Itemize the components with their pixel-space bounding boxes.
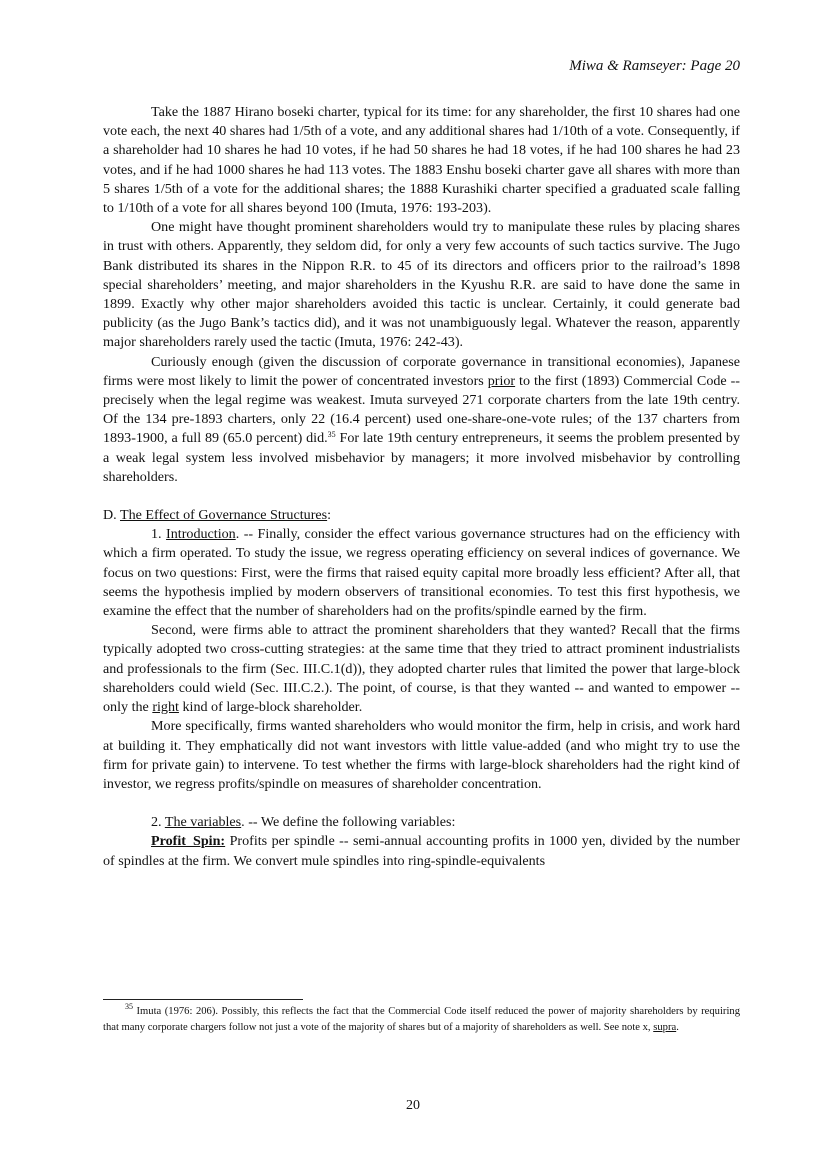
paragraph-trust-tactics: One might have thought prominent shareholders would try to manipulate these rules by placing shares in trust with others. Apparently, they seldom did, for only a very few accounts of such tactics survive. The Jugo Bank distributed its shares in the Nippon R.R. to 45 of its directors and officers prior to the railroad’s 1898 special shareholders’ meeting, and major shareholders in the Kyushu R.R. are said to have done the same in 1899. Exactly why other major shareholders avoided this tactic is unclear. Certainly, it could generate bad publicity (as the Jugo Bank’s tactics did), and it was not unambiguously legal. Whatever the reason, apparently major shareholders rarely used the tactic (Imuta, 1976: 242-43).	[103, 219, 740, 351]
paragraph-hirano-charter: Take the 1887 Hirano boseki charter, typical for its time: for any shareholder, the first 10 shares had one vote each, the next 40 shares had 1/5th of a vote, and any additional shares had 1/10th of a vote. Consequently, if a shareholder had 10 shares he had 10 votes, if he had 50 shares he had 18 votes, if he had 100 shares he had 23 votes, and if he had 1000 shares he had 113 votes. The 1883 Enshu boseki charter gave all shares with more than 5 shares 1/5th of a vote for the additional shares; the 1888 Kurashiki charter specified a graduated scale falling to 1/10th of a vote for all shares beyond 100 (Imuta, 1976: 193-203).	[103, 104, 740, 217]
section-heading-d	[103, 506, 740, 525]
running-head: Miwa & Ramseyer: Page 20	[569, 58, 740, 74]
variable-term-profit-spin: Profit_Spin:	[151, 833, 226, 850]
text-segment: For late 19th century entrepreneurs, it seems the problem presented by a weak legal system less involved misbehavior by managers; it more involved misbehavior by controlling shareholders.	[103, 430, 740, 485]
emphasis-right: right	[152, 699, 179, 716]
emphasis-supra: supra	[653, 1021, 677, 1033]
text-segment: Curiously enough (given the discussion of corporate governance in transitional economies), Japanese firms were most likely to limit the power of concentrated investors	[103, 353, 740, 389]
paragraph-profit-spin	[103, 832, 740, 870]
text-segment: to the first (1893) Commercial Code -- precisely when the legal regime was weakest. Imuta surveyed 271 corporate charters from the late 19th centry. Of the 134 pre-1893 charters, only 22 (16.4 percent) used one-share-one-vote rules; of the 137 charters from 1893-1900, a full 89 (65.0 percent) did.	[103, 372, 740, 447]
footnote-divider	[103, 999, 303, 1000]
paragraph-variables	[103, 813, 740, 832]
section-letter: D.	[103, 507, 120, 524]
text-segment: . -- Finally, consider the effect various governance structures had on the efficiency with which a firm operated. To study the issue, we regress operating efficiency on several indices of governance. We focus on two questions: First, were the firms that raised equity capital more broadly less efficient? After all, that seems the hypothesis implied by modern observers of transitional economies. To test this first hypothesis, we examine the effect that the number of shareholders had on the profits/spindle earned by the firm.	[103, 526, 740, 620]
paragraph-monitoring: More specifically, firms wanted shareholders who would monitor the firm, help in crisis, and work hard at building it. They emphatically did not want investors with little value-added (and who might try to use the firm for private gain) to intervene. To test whether the firms with large-block shareholders had the right kind of investor, we regress profits/spindle on measures of shareholder concentration.	[103, 718, 740, 792]
subsection-title-introduction: Introduction	[166, 526, 236, 543]
text-segment: Profits per spindle -- semi-annual accounting profits in 1000 yen, divided by the number of spindles at the firm. We convert mule spindles into ring-spindle-equivalents	[103, 833, 740, 869]
subsection-number: 2.	[151, 814, 165, 831]
emphasis-prior: prior	[487, 372, 516, 389]
paragraph-prominent-shareholders	[103, 621, 740, 717]
footnote-marker: 35	[125, 1002, 133, 1011]
footnote-35	[103, 1004, 740, 1035]
section-title: The Effect of Governance Structures	[119, 507, 328, 524]
paragraph-commercial-code	[103, 353, 740, 487]
text-segment: . -- We define the following variables:	[241, 814, 456, 831]
page-number: 20	[406, 1098, 420, 1113]
footnote-text: Imuta (1976: 206). Possibly, this reflects the fact that the Commercial Code itself reduced the power of majority shareholders by requiring that many corporate chargers follow not just a vote of the majority of shares but of a majority of shareholders as well. See note x,	[103, 1006, 740, 1033]
footnote-text-end: .	[676, 1021, 679, 1033]
text-segment: kind of large-block shareholder.	[178, 699, 363, 716]
subsection-number: 1.	[151, 526, 167, 543]
section-colon: :	[327, 507, 332, 524]
footnote-ref-35[interactable]: 35	[327, 430, 336, 440]
text-segment: Second, were firms able to attract the prominent shareholders that they wanted? Recall that the firms typically adopted two cross-cutting strategies: at the same time that they tried to attract prominent industrialists and professionals to the firm (Sec. III.C.1(d)), they adopted charter rules that limited the power that large-block shareholders could wield (Sec. III.C.2.). The point, of course, is that they wanted -- and wanted to empower -- only the	[103, 622, 740, 716]
paragraph-introduction	[103, 525, 740, 621]
main-text	[103, 103, 740, 871]
footnotes	[103, 1004, 740, 1035]
subsection-title-variables: The variables	[164, 814, 242, 831]
